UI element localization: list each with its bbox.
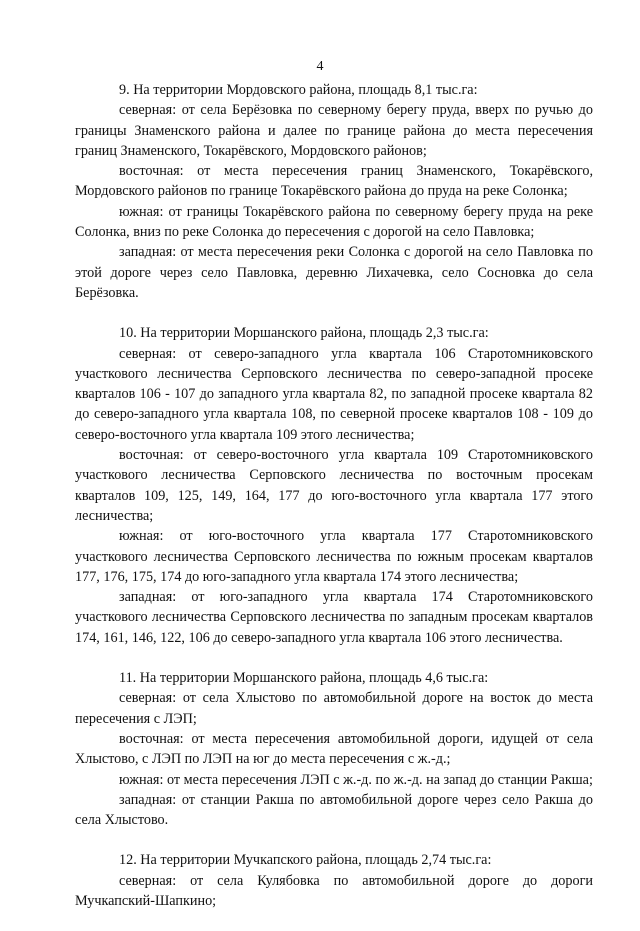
boundary-north: северная: от села Хлыстово по автомобильной дороге на восток до места пересечения с ЛЭП; <box>75 690 593 727</box>
boundary-south: южная: от места пересечения ЛЭП с ж.-д. по ж.-д. на запад до станции Ракша; <box>119 771 593 788</box>
section-heading: 12. На территории Мучкапского района, площадь 2,74 тыс.га: <box>119 852 492 869</box>
section-10 <box>75 323 593 648</box>
boundary-east: восточная: от северо-восточного угла квартала 109 Старотомниковского участкового лесничества Серповского лесничества по восточным просекам кварталов 109, 125, 149, 164, 177 до юго-восточного угла квартала 177 этого лесничества; <box>75 447 593 524</box>
page-number: 4 <box>316 59 324 74</box>
boundary-north: северная: от северо-западного угла квартала 106 Старотомниковского участкового лесничества Серповского лесничества по северо-западной просеке кварталов 106 - 107 до западного угла квартала 82, по западной просеке квартала 82 до северо-западного угла квартала 108, по северной просеке кварталов 108 - 109 до северо-восточного угла квартала 109 этого лесничества; <box>75 345 593 443</box>
section-12 <box>75 850 593 911</box>
boundary-west: западная: от юго-западного угла квартала 174 Старотомниковского участкового лесничества Серповского лесничества по западным просекам кварталов 174, 161, 146, 122, 106 до северо-западного угла квартала 106 этого лесничества. <box>75 589 593 646</box>
boundary-north: северная: от села Берёзовка по северному берегу пруда, вверх по ручью до границы Знаменского района и далее по границе района до места пересечения границ Знаменского, Токарёвского, Мордовского районов; <box>75 102 593 159</box>
section-11 <box>75 668 593 830</box>
boundary-south: южная: от границы Токарёвского района по северному берегу пруда на реке Солонка, вниз по реке Солонка до пересечения с дорогой на село Павловка; <box>75 203 593 241</box>
section-heading: 10. На территории Моршанского района, площадь 2,3 тыс.га: <box>119 325 489 342</box>
boundary-west: западная: от станции Ракша по автомобильной дороге через село Ракша до села Хлыстово. <box>75 791 593 829</box>
section-heading: 11. На территории Моршанского района, площадь 4,6 тыс.га: <box>119 670 489 687</box>
boundary-west: западная: от места пересечения реки Солонка с дорогой на село Павловка по этой дороге через село Павловка, деревню Лихачевка, село Сосновка до села Берёзовка. <box>75 244 593 301</box>
section-heading: 9. На территории Мордовского района, площадь 8,1 тыс.га: <box>119 82 478 98</box>
document-body <box>75 80 593 931</box>
boundary-east: восточная: от места пересечения границ Знаменского, Токарёвского, Мордовского районов по границе Токарёвского района до пруда на реке Солонка; <box>75 163 593 200</box>
section-9 <box>75 80 593 303</box>
boundary-east: восточная: от места пересечения автомобильной дороги, идущей от села Хлыстово, с ЛЭП по ЛЭП на юг до места пересечения с ж.-д.; <box>75 730 593 768</box>
boundary-south: южная: от юго-восточного угла квартала 177 Старотомниковского участкового лесничества Серповского лесничества по южным просекам кварталов 177, 176, 175, 174 до юго-западного угла квартала 174 этого лесничества; <box>75 528 593 585</box>
boundary-north: северная: от села Кулябовка по автомобильной дороге до дороги Мучкапский-Шапкино; <box>75 872 593 909</box>
